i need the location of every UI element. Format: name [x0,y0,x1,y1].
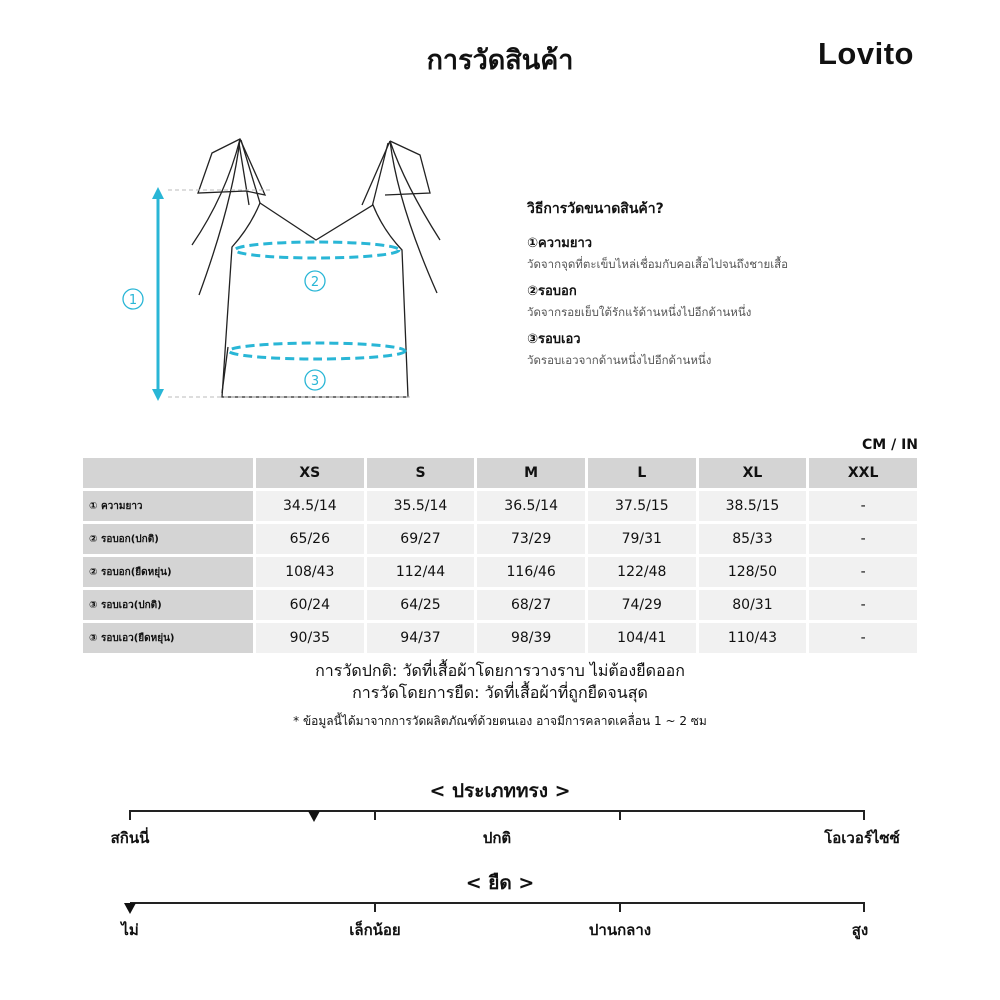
page-title: การวัดสินค้า [426,45,574,76]
table-row [83,491,917,521]
table-cell: 34.5/14 [256,491,364,521]
table-cell: 104/41 [588,623,696,653]
stretch-scale-tick [619,902,621,912]
table-cell: 98/39 [477,623,585,653]
fit-scale-marker [308,811,320,822]
length-arrow-head-bottom [152,389,164,401]
table-cell: 65/26 [256,524,364,554]
stretch-label-slight: เล็กน้อย [349,921,401,939]
stretch-scale-line [130,902,865,904]
table-row [83,557,917,587]
table-cell: 80/31 [699,590,807,620]
stretch-scale-tick [374,902,376,912]
garment-diagram [100,125,460,415]
stretch-label-medium: ปานกลาง [588,921,652,939]
table-cell: - [809,491,917,521]
how-to-measure [527,198,927,374]
table-cell: 35.5/14 [367,491,475,521]
table-header-row [83,458,917,488]
normal-measure-note: การวัดปกติ: วัดที่เสื้อผ้าโดยการวางราบ ไม่ต้องยืดออก [315,661,685,680]
size-header: M [477,458,585,488]
row-label: ③ รอบเอว(ปกติ) [83,590,253,620]
table-row [83,524,917,554]
table-cell: 116/46 [477,557,585,587]
table-cell: 85/33 [699,524,807,554]
fit-scale-title: < ประเภททรง > [429,780,571,802]
row-label: ② รอบอก(ปกติ) [83,524,253,554]
table-cell: - [809,524,917,554]
length-description: วัดจากจุดที่ตะเข็บไหล่เชื่อมกับคอเสื้อไปจนถึงชายเสื้อ [527,257,789,271]
stretch-label-none: ไม่ [121,921,139,939]
stretch-label-high: สูง [851,921,869,939]
table-cell: 90/35 [256,623,364,653]
size-header: XS [256,458,364,488]
bust-heading: ②รอบอก [527,284,577,299]
fit-scale-tick [129,810,131,820]
fit-label-oversize: โอเวอร์ไซซ์ [824,829,900,847]
stretch-scale-tick [863,902,865,912]
fit-scale-tick [863,810,865,820]
length-heading: ①ความยาว [527,236,593,251]
table-cell: 74/29 [588,590,696,620]
table-corner [83,458,253,488]
measurement-notes [0,660,1000,704]
fit-label-regular: ปกติ [482,829,512,847]
table-cell: 128/50 [699,557,807,587]
row-label: ① ความยาว [83,491,253,521]
table-cell: 37.5/15 [588,491,696,521]
table-cell: 64/25 [367,590,475,620]
table-cell: 110/43 [699,623,807,653]
stretch-measure-note: การวัดโดยการยืด: วัดที่เสื้อผ้าที่ถูกยืดจนสุด [352,683,648,702]
fit-scale-line [130,810,865,812]
table-row [83,623,917,653]
waist-description: วัดรอบเอวจากด้านหนึ่งไปอีกด้านหนึ่ง [527,353,712,367]
svg-text:2: 2 [310,275,320,290]
unit-label: CM / IN [862,437,918,453]
disclaimer-note: * ข้อมูลนี้ได้มาจากการวัดผลิตภัณฑ์ด้วยตนเอง อาจมีการคลาดเคลื่อน 1 ~ 2 ซม [293,714,707,728]
stretch-scale-marker [124,903,136,914]
table-cell: 79/31 [588,524,696,554]
size-header: XXL [809,458,917,488]
brand-logo: Lovito [818,36,914,71]
row-label: ③ รอบเอว(ยืดหยุ่น) [83,623,253,653]
svg-text:3: 3 [310,374,320,389]
table-cell: 122/48 [588,557,696,587]
table-cell: 108/43 [256,557,364,587]
fit-scale-tick [619,810,621,820]
table-cell: 73/29 [477,524,585,554]
stretch-scale-title: < ยืด > [465,872,535,894]
table-row [83,590,917,620]
size-chart-table [80,455,920,656]
how-to-question: วิธีการวัดขนาดสินค้า? [527,201,664,217]
fit-label-skinny: สกินนี่ [110,829,150,847]
table-cell: 38.5/15 [699,491,807,521]
table-cell: 60/24 [256,590,364,620]
size-header: S [367,458,475,488]
table-cell: 36.5/14 [477,491,585,521]
length-arrow-head-top [152,187,164,199]
table-cell: 69/27 [367,524,475,554]
waist-heading: ③รอบเอว [527,332,581,347]
table-cell: 94/37 [367,623,475,653]
table-cell: - [809,557,917,587]
row-label: ② รอบอก(ยืดหยุ่น) [83,557,253,587]
size-header: XL [699,458,807,488]
table-cell: - [809,590,917,620]
table-cell: 68/27 [477,590,585,620]
svg-text:1: 1 [128,293,138,308]
size-header: L [588,458,696,488]
table-cell: - [809,623,917,653]
bust-description: วัดจากรอยเย็บใต้รักแร้ด้านหนึ่งไปอีกด้านหนึ่ง [527,305,752,319]
fit-scale-tick [374,810,376,820]
table-cell: 112/44 [367,557,475,587]
